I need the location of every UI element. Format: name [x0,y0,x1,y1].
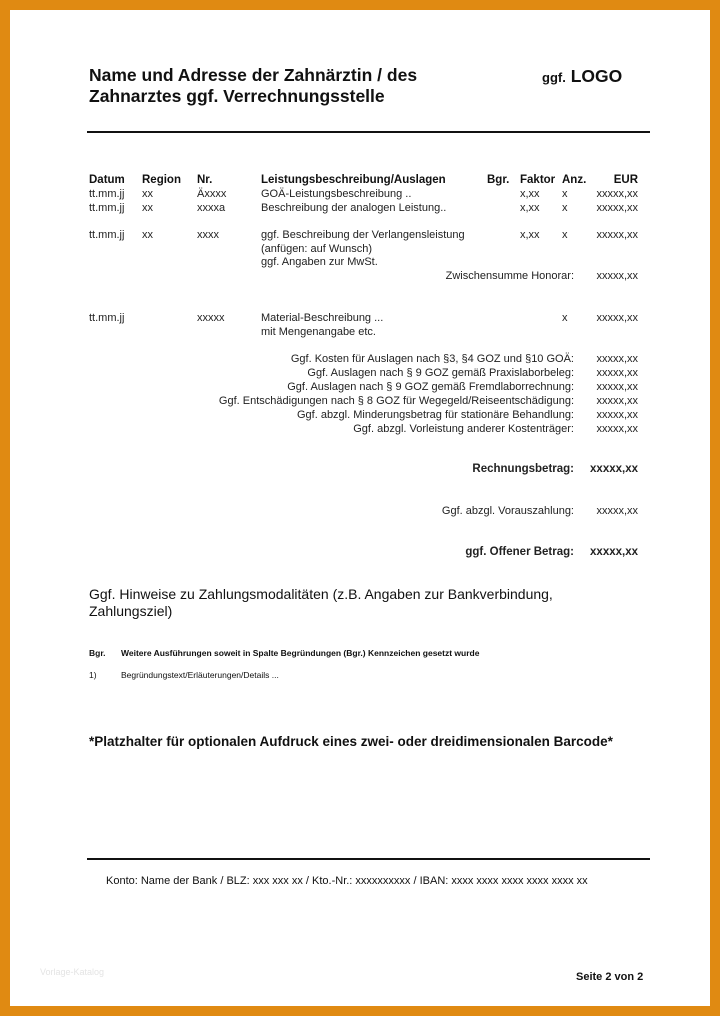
invoice-page [10,10,710,1006]
note-item-number: 1) [89,670,97,680]
page-number: Seite 2 von 2 [576,971,644,983]
cost-value: xxxxx,xx [596,409,638,421]
logo-prefix: ggf. [542,70,566,85]
cost-value: xxxxx,xx [596,381,638,393]
subtotal-label: Zwischensumme Honorar: [445,270,574,282]
note-item-text: Begründungstext/Erläuterungen/Details ... [121,670,279,680]
bank-details: Konto: Name der Bank / BLZ: xxx xxx xx / Kto.-Nr.: xxxxxxxxxx / IBAN: xxxx xxxx xxxx xxxx xxxx xx [106,875,588,887]
cost-value: xxxxx,xx [596,395,638,407]
cost-value: xxxxx,xx [596,367,638,379]
row-datum: tt.mm.jj [89,188,125,200]
row-region: xx [142,229,153,241]
row-eur: xxxxx,xx [596,188,638,200]
col-region: Region [142,174,181,186]
cost-value: xxxxx,xx [596,423,638,435]
material-datum: tt.mm.jj [89,312,125,324]
col-leistung: Leistungsbeschreibung/Auslagen [261,174,446,186]
table-row [89,188,124,202]
col-anz: Anz. [562,174,587,186]
sender-title-line2: Zahnarztes ggf. Verrechnungsstelle [89,86,385,106]
footer-divider [87,858,650,860]
row-leistung [261,229,465,270]
row-eur: xxxxx,xx [596,202,638,214]
bgr-label: Bgr. [89,648,106,658]
row-anz: x [562,229,568,241]
row-region: xx [142,188,153,200]
row-anz: x [562,188,568,200]
cost-label: Ggf. abzgl. Vorleistung anderer Kostenträger: [353,423,574,435]
prepayment-value: xxxxx,xx [596,505,638,517]
cost-label: Ggf. abzgl. Minderungsbetrag für stationäre Behandlung: [296,409,574,421]
col-bgr: Bgr. [487,174,510,186]
cost-label: Ggf. Auslagen nach § 9 GOZ gemäß Fremdlaborrechnung: [287,381,574,393]
material-nr: xxxxx [197,312,225,324]
row-leistung-line: ggf. Angaben zur MwSt. [261,256,378,268]
row-datum: tt.mm.jj [89,229,125,241]
row-leistung-line: ggf. Beschreibung der Verlangensleistung [261,229,465,241]
invoice-total-label: Rechnungsbetrag: [472,463,574,475]
watermark: Vorlage-Katalog [40,967,105,977]
col-nr: Nr. [197,174,213,186]
row-nr: Äxxxx [197,188,227,200]
row-region: xx [142,202,153,214]
row-datum: tt.mm.jj [89,202,125,214]
sender-title [89,65,417,107]
bgr-text: Weitere Ausführungen soweit in Spalte Begründungen (Bgr.) Kennzeichen gesetzt wurde [121,648,480,658]
table-row [89,229,124,243]
material-eur: xxxxx,xx [596,312,638,324]
open-amount-label: ggf. Offener Betrag: [465,546,574,558]
row-leistung-line: (anfügen: auf Wunsch) [261,242,373,255]
material-anz: x [562,312,568,324]
row-faktor: x,xx [520,229,540,241]
row-nr: xxxxa [197,202,226,214]
row-faktor: x,xx [520,202,540,214]
row-eur: xxxxx,xx [596,229,638,241]
table-row [89,202,124,216]
cost-value: xxxxx,xx [596,353,638,365]
cost-label: Ggf. Entschädigungen nach § 8 GOZ für Wegegeld/Reiseentschädigung: [218,395,574,407]
material-line: mit Mengenangabe etc. [261,325,376,338]
material-line: Material-Beschreibung ... [261,312,384,324]
logo-placeholder [542,66,622,87]
subtotal-value: xxxxx,xx [596,270,638,282]
col-eur: EUR [613,174,638,186]
row-leistung: Beschreibung der analogen Leistung.. [261,202,447,214]
material-description [261,312,383,339]
row-anz: x [562,202,568,214]
cost-label: Ggf. Auslagen nach § 9 GOZ gemäß Praxislaborbeleg: [307,367,574,379]
payment-hint: Ggf. Hinweise zu Zahlungsmodalitäten (z.B. Angaben zur Bankverbindung, Zahlungsziel) [89,586,553,619]
logo-text: LOGO [570,66,623,86]
open-amount-value: xxxxx,xx [590,546,638,558]
row-faktor: x,xx [520,188,540,200]
row-nr: xxxx [197,229,219,241]
invoice-total-value: xxxxx,xx [590,463,638,475]
barcode-placeholder: *Platzhalter für optionalen Aufdruck eines zwei- oder dreidimensionalen Barcode* [89,734,613,749]
sender-title-line1: Name und Adresse der Zahnärztin / des [89,65,418,85]
col-datum: Datum [89,174,125,186]
cost-label: Ggf. Kosten für Auslagen nach §3, §4 GOZ und §10 GOÄ: [290,353,574,365]
prepayment-label: Ggf. abzgl. Vorauszahlung: [441,505,574,517]
col-faktor: Faktor [520,174,556,186]
header-divider [87,131,650,133]
row-leistung: GOÄ-Leistungsbeschreibung .. [261,188,412,200]
